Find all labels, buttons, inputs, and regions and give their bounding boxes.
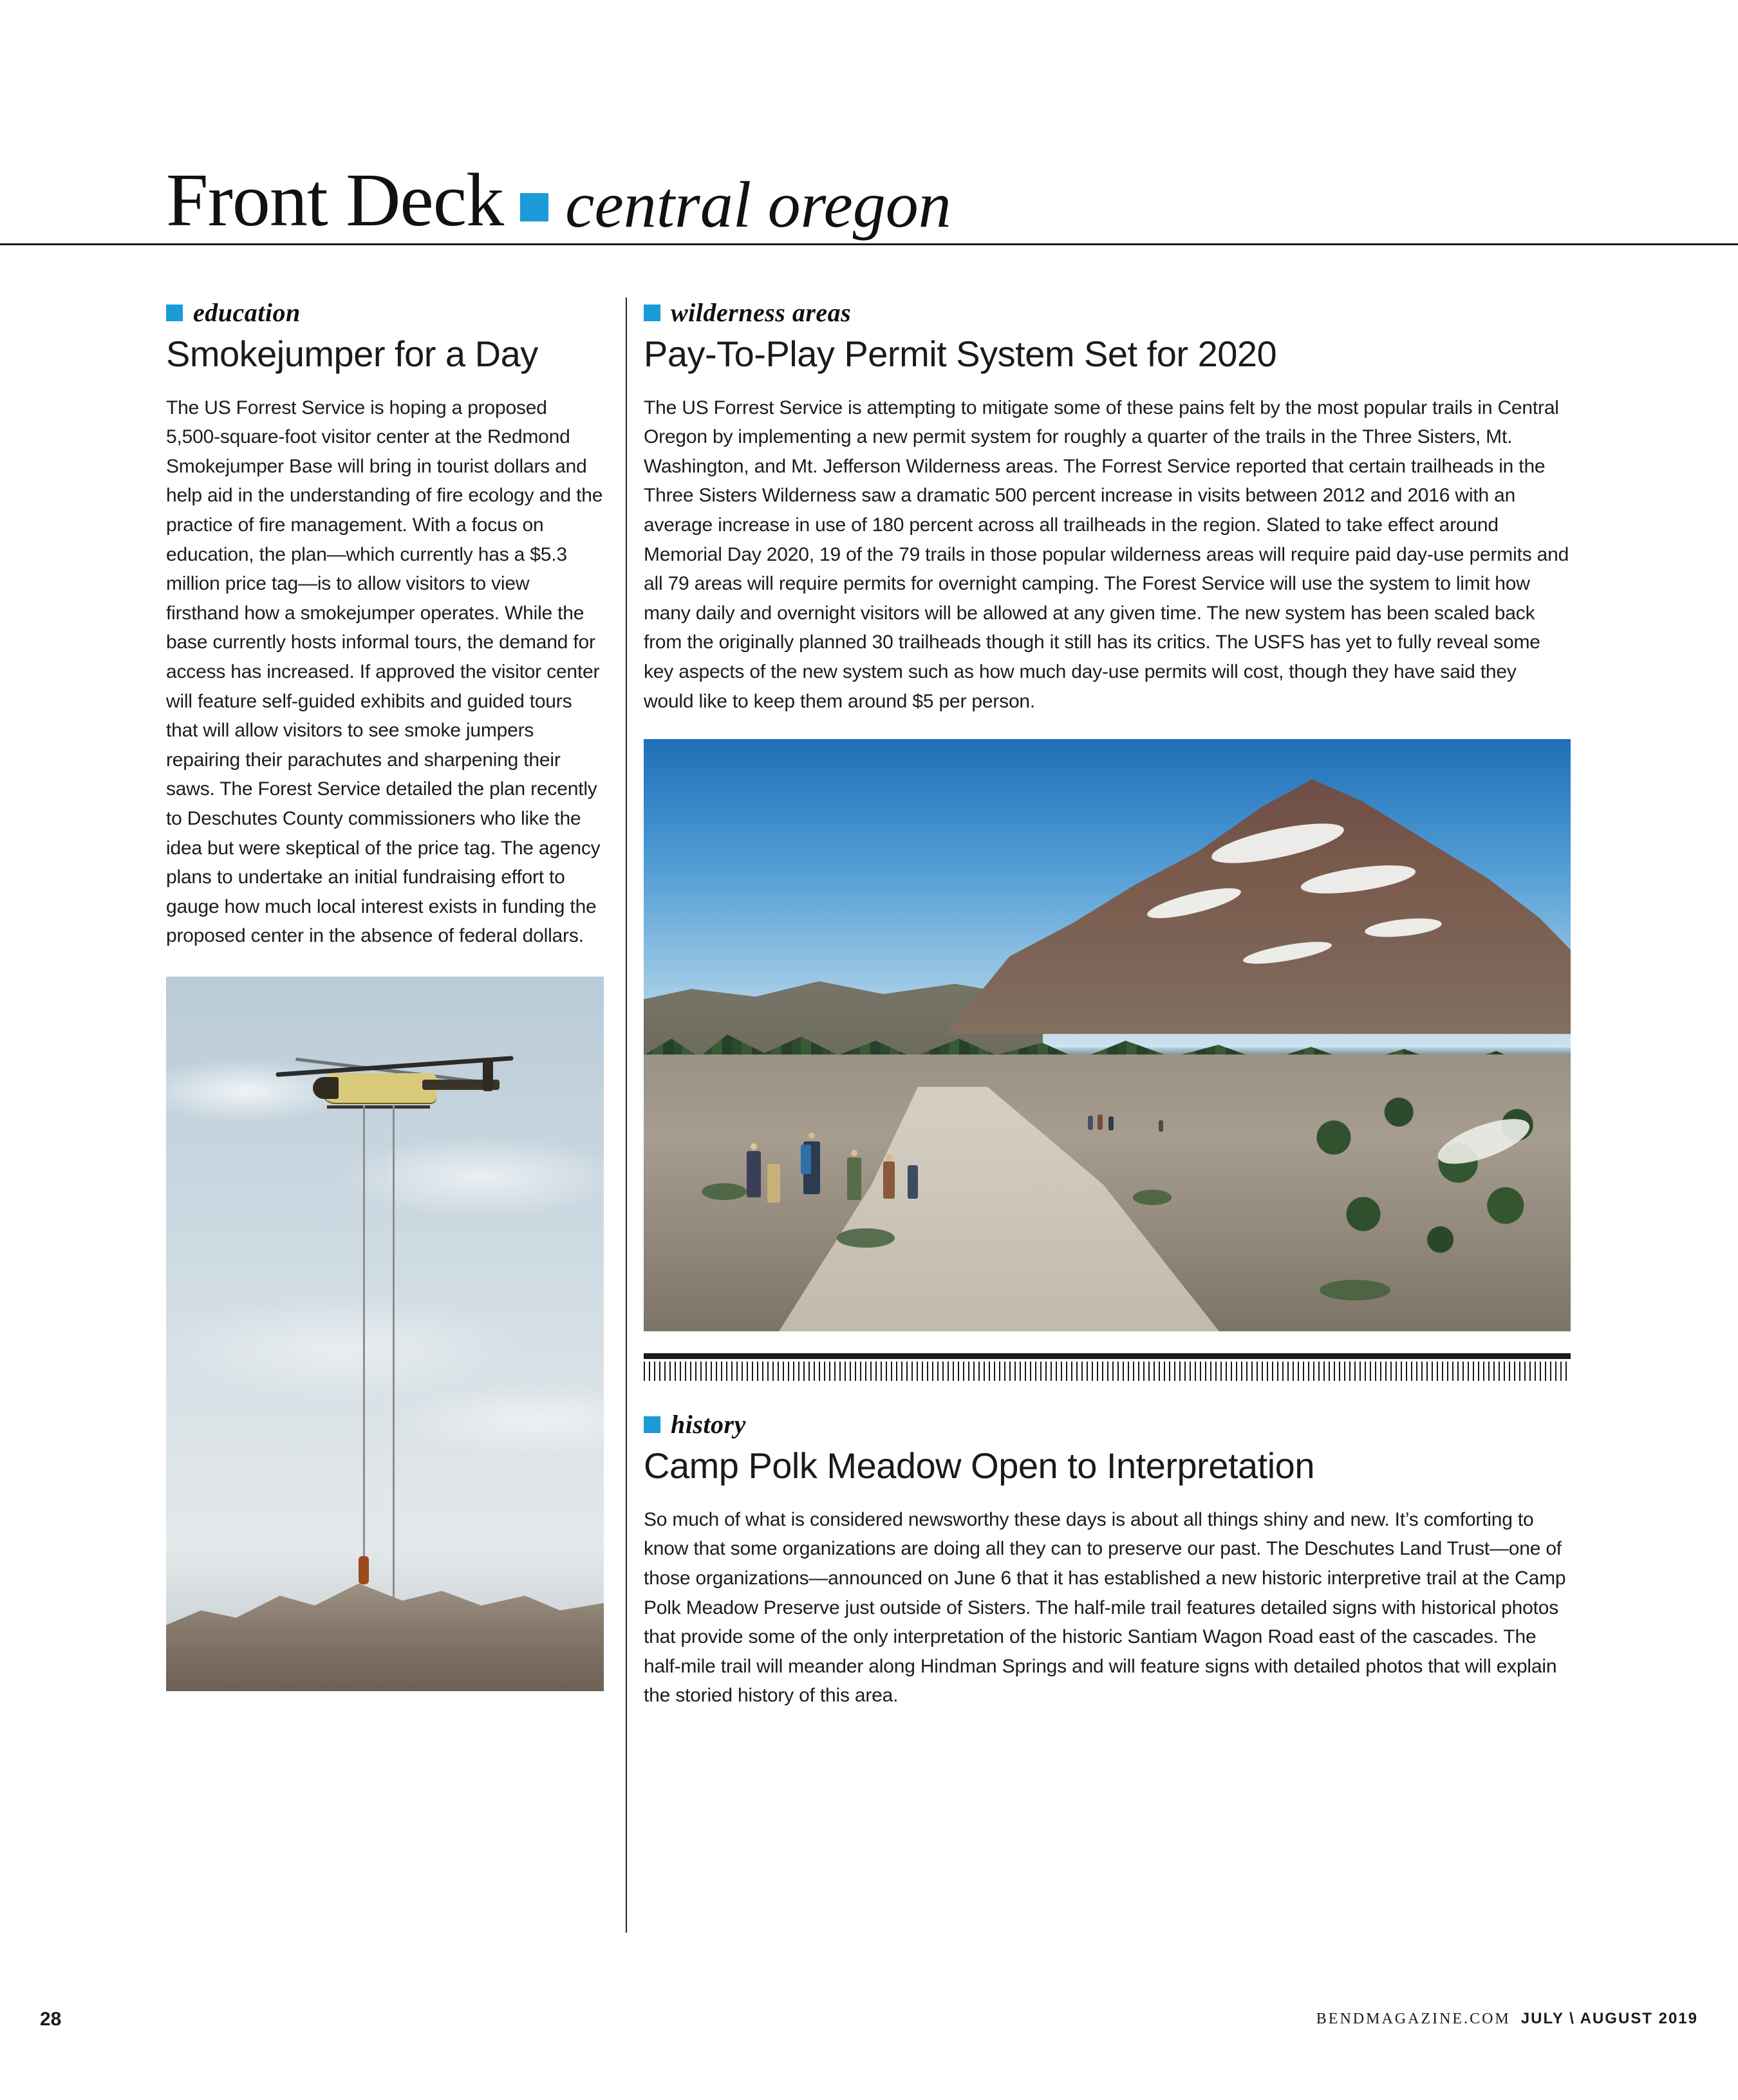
article-body-permit-system: The US Forrest Service is attempting to mitigate some of these pains felt by the most popular trails in Central Oregon by implementing a new permit system for roughly a quarter of the trails in the Three Sisters, Mt. Washington, and Mt. Jefferson Wilderness areas. The Forrest Service reported that certain trailheads in the Three Sisters Wilderness saw a dramatic 500 percent increase in visits between 2012 and 2016 with an average increase in use of 180 percent across all trailheads in the region. Slated to take effect around Memorial Day 2020, 19 of the 79 trails in those popular wilderness areas will require paid day-use permits and all 79 areas will require permits for overnight camping. The Forest Service will use the system to limit how many daily and overnight visitors will be allowed at any given time. The new system has been scaled back from the originally planned 30 trailheads though it still has its critics. The USFS has yet to fully reveal some key aspects of the new system such as how much day-use permits will cost, though they have said they would like to keep them around $5 per person. [644, 397, 1569, 712]
bullet-square-icon [644, 1416, 660, 1433]
scrub-bush [837, 1228, 895, 1248]
column-divider [626, 297, 627, 1933]
masthead-divider [0, 243, 1738, 245]
divider-bar [644, 1353, 1571, 1359]
scrub-bush [1133, 1190, 1172, 1205]
hiker-foreground [747, 1151, 761, 1197]
footer-website: BENDMAGAZINE.COM [1316, 2011, 1511, 2027]
hiker-foreground [883, 1161, 895, 1199]
hiker-backpack [801, 1145, 811, 1174]
helicopter-fin [483, 1059, 493, 1091]
masthead-title: Front Deck [166, 158, 504, 242]
hiker-distant [1159, 1120, 1163, 1132]
helicopter-rappel-photo [166, 977, 604, 1691]
hiker-distant [1088, 1116, 1093, 1130]
section-divider [644, 1353, 1571, 1381]
kicker-education [166, 297, 604, 328]
divider-ticks [644, 1362, 1571, 1381]
masthead [166, 135, 1737, 242]
article-body-camp-polk: So much of what is considered newsworthy these days is about all things shiny and new. It’s comforting to know that some organizations are doing all they can to preserve our past. The Deschutes Land Trust—one of those organizations—announced on June 6 that it has established a new historic interpretive trail at the Camp Polk Meadow Preserve just outside of Sisters. The half-mile trail features detailed signs with historical photos that provide some of the only interpretation of the historic Santiam Wagon Road east of the cascades. The half-mile trail will meander along Hindman Springs and will feature signs with detailed photos that will explain the storied history of this area. [644, 1508, 1566, 1707]
kicker-history [644, 1409, 1571, 1439]
hiker-foreground [908, 1165, 918, 1199]
bullet-square-icon [166, 305, 183, 321]
rappel-rope-left [363, 1105, 365, 1562]
smokejumper-figure-left [359, 1556, 369, 1584]
masthead-subtitle: central oregon [565, 169, 951, 241]
kicker-label: wilderness areas [671, 298, 852, 327]
hiker-foreground [847, 1158, 861, 1200]
hiker-foreground [767, 1164, 780, 1203]
article-body-smokejumper: The US Forrest Service is hoping a proposed 5,500-square-foot visitor center at the Redmond Smokejumper Base will bring in tourist dollars and help aid in the understanding of fire ecology and the practice of fire management. With a focus on education, the plan—which currently has a $5.3 million price tag—is to allow visitors to view firsthand how a smokejumper operates. While the base currently hosts informal tours, the demand for access has increased. If approved the visitor center will feature self-guided exhibits and guided tours that will allow visitors to see smoke jumpers repairing their parachutes and sharpening their saws. The Forest Service detailed the plan recently to Deschutes County commissioners who like the idea but were skeptical of the price tag. The agency plans to undertake an initial fundraising effort to gauge how much local interest exists in funding the proposed center in the absence of federal dollars. [166, 397, 603, 947]
helicopter-skid [327, 1105, 430, 1109]
scrub-bush [702, 1183, 747, 1200]
helicopter-nose [313, 1077, 339, 1099]
hikers-on-mountain-trail-photo [644, 739, 1571, 1331]
article-headline-permit-system: Pay-To-Play Permit System Set for 2020 [644, 333, 1277, 374]
kicker-wilderness-areas [644, 297, 1571, 328]
valley-trees [1275, 1074, 1571, 1286]
left-column [166, 297, 604, 1691]
rappel-rope-right [393, 1105, 395, 1627]
hiker-distant [1108, 1116, 1114, 1130]
bullet-square-icon [644, 305, 660, 321]
kicker-label: history [671, 1410, 746, 1439]
kicker-label: education [193, 298, 301, 327]
article-headline-smokejumper: Smokejumper for a Day [166, 333, 538, 374]
article-headline-camp-polk: Camp Polk Meadow Open to Interpretation [644, 1445, 1314, 1486]
accent-square-icon [520, 193, 548, 221]
right-column [644, 297, 1571, 1730]
footer-issue-date: JULY \ AUGUST 2019 [1520, 2010, 1698, 2027]
hiker-distant [1098, 1114, 1103, 1130]
footer [1316, 2010, 1698, 2028]
scrub-bush [1320, 1280, 1390, 1300]
page-number: 28 [40, 2009, 62, 2030]
